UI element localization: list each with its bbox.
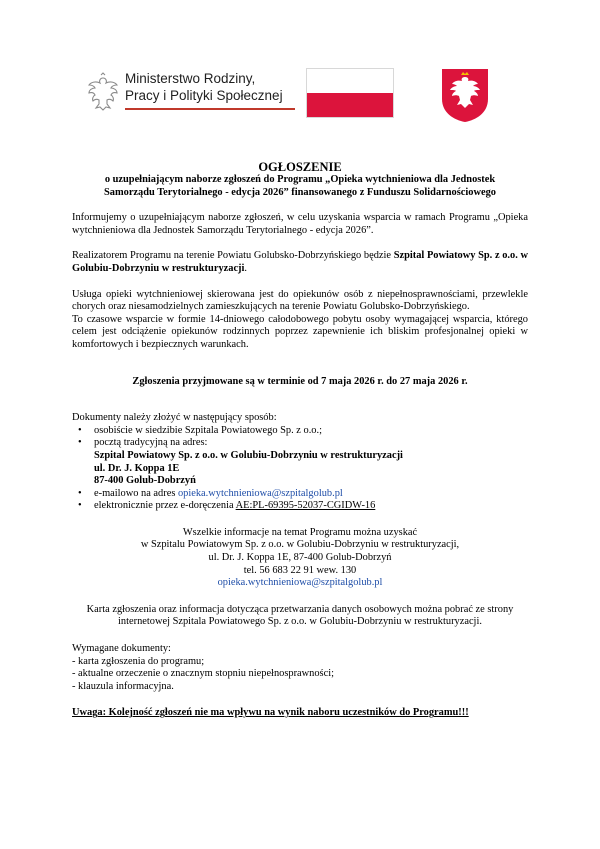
subtitle-line-1: o uzupełniającym naborze zgłoszeń do Programu „Opieka wytchnieniowa dla Jednostek (104, 174, 496, 185)
realizator-paragraph (72, 250, 528, 275)
intro-paragraph: Informujemy o uzupełniającym naborze zgłoszeń, w celu uzyskania wsparcia w ramach Programu „Opieka wytchnieniowa dla Jednostek Samorządu Terytorialnego - edycja 2026”. (72, 212, 528, 236)
method-email-text: e-mailowo na adres (94, 487, 178, 499)
bullet-icon: • (78, 487, 82, 499)
required-documents-title: Wymagane dokumenty: (72, 643, 171, 655)
polish-coat-of-arms-icon (440, 67, 490, 123)
list-item (72, 488, 528, 501)
realizator-text: Realizatorem Programu na terenie Powiatu Golubsko-Dobrzyńskiego będzie (72, 250, 394, 262)
subtitle-line-2: Samorządu Terytorialnego - edycja 2026” finansowanego z Funduszu Solidarnościowego (104, 186, 496, 198)
bullet-icon: • (78, 424, 82, 436)
service-paragraph: Usługa opieki wytchnieniowej skierowana jest do opiekunów osób z niepełnosprawnościami, przewlekle chorych oraz niesamodzielnych zamieszkujących na terenie Powiatu Golubsko-Dobrzyńskiego. (72, 288, 528, 313)
deadline-notice: Zgłoszenia przyjmowane są w terminie od 7 maja 2026 r. do 27 maja 2026 r. (132, 375, 468, 387)
method-in-person: osobiście w siedzibie Szpitala Powiatowego Sp. z o.o.; (94, 424, 322, 436)
ministry-line-2: Pracy i Polityki Społecznej (125, 88, 283, 103)
documents-intro: Dokumenty należy złożyć w następujący sposób: (72, 412, 277, 424)
warning-notice: Uwaga: Kolejność zgłoszeń nie ma wpływu na wynik naboru uczestników do Programu!!! (72, 707, 469, 719)
method-post: pocztą tradycyjną na adres: (94, 437, 208, 449)
contact-line-1: Wszelkie informacje na temat Programu można uzyskać (182, 526, 418, 538)
page-title: OGŁOSZENIE (258, 160, 342, 174)
contact-line-3: ul. Dr. J. Koppa 1E, 87-400 Golub-Dobrzyń (208, 552, 392, 564)
required-document-3: - klauzula informacyjna. (72, 680, 174, 692)
announcement-body (72, 160, 528, 720)
required-document-1: - karta zgłoszenia do programu; (72, 655, 205, 667)
required-document-2: - aktualne orzeczenie o znacznym stopniu niepełnosprawności; (72, 668, 334, 680)
ministry-underline (125, 108, 295, 110)
submission-methods-list (72, 425, 528, 513)
address-line-3: 87-400 Golub-Dobrzyń (94, 475, 196, 487)
contact-line-2: w Szpitalu Powiatowym Sp. z o.o. w Golubiu-Dobrzyniu w restrukturyzacji, (140, 539, 460, 551)
contact-email-link[interactable]: opieka.wytchnieniowa@szpitalgolub.pl (217, 577, 383, 589)
bullet-icon: • (78, 437, 82, 449)
white-eagle-logo-icon (88, 72, 118, 112)
list-item (72, 500, 528, 513)
realizator-end: . (244, 262, 248, 274)
address-line-1: Szpital Powiatowy Sp. z o.o. w Golubiu-Dobrzyniu w restrukturyzacji (94, 449, 403, 461)
realizator-name: Szpital Powiatowy Sp. z o.o. w Golubiu-Dobrzyniu w restrukturyzacji (72, 250, 528, 274)
ministry-name (125, 70, 283, 104)
ministry-line-1: Ministerstwo Rodziny, (125, 71, 256, 86)
email-link[interactable]: opieka.wytchnieniowa@szpitalgolub.pl (177, 487, 343, 499)
address-line-2: ul. Dr. J. Koppa 1E (94, 462, 180, 474)
method-edelivery-text: elektronicznie przez e-doręczenia (94, 500, 236, 512)
list-item (72, 425, 528, 438)
form-info-paragraph: Karta zgłoszenia oraz informacja dotycząca przetwarzania danych osobowych można pobrać ze strony internetowej Szpitala Powiatowego Sp. z o.o. w Golubiu-Dobrzyniu w restrukturyzacji. (86, 603, 514, 628)
polish-flag-icon (306, 68, 394, 118)
contact-phone: tel. 56 683 22 91 wew. 130 (243, 564, 357, 576)
bullet-icon: • (78, 500, 82, 512)
document-header (0, 0, 600, 140)
list-item (72, 437, 528, 487)
contact-info-block (72, 527, 528, 590)
edelivery-address: AE:PL-69395-52037-CGIDW-16 (235, 500, 376, 512)
temporary-support-paragraph: To czasowe wsparcie w formie 14-dniowego całodobowego pobytu osoby wymagającej wsparcia, którego celem jest odciążenie opiekunów rodzinnych poprzez zapewnienie ich bliskim profesjonalnej opieki w komfortowych i bezpiecznych warunkach. (72, 313, 528, 350)
